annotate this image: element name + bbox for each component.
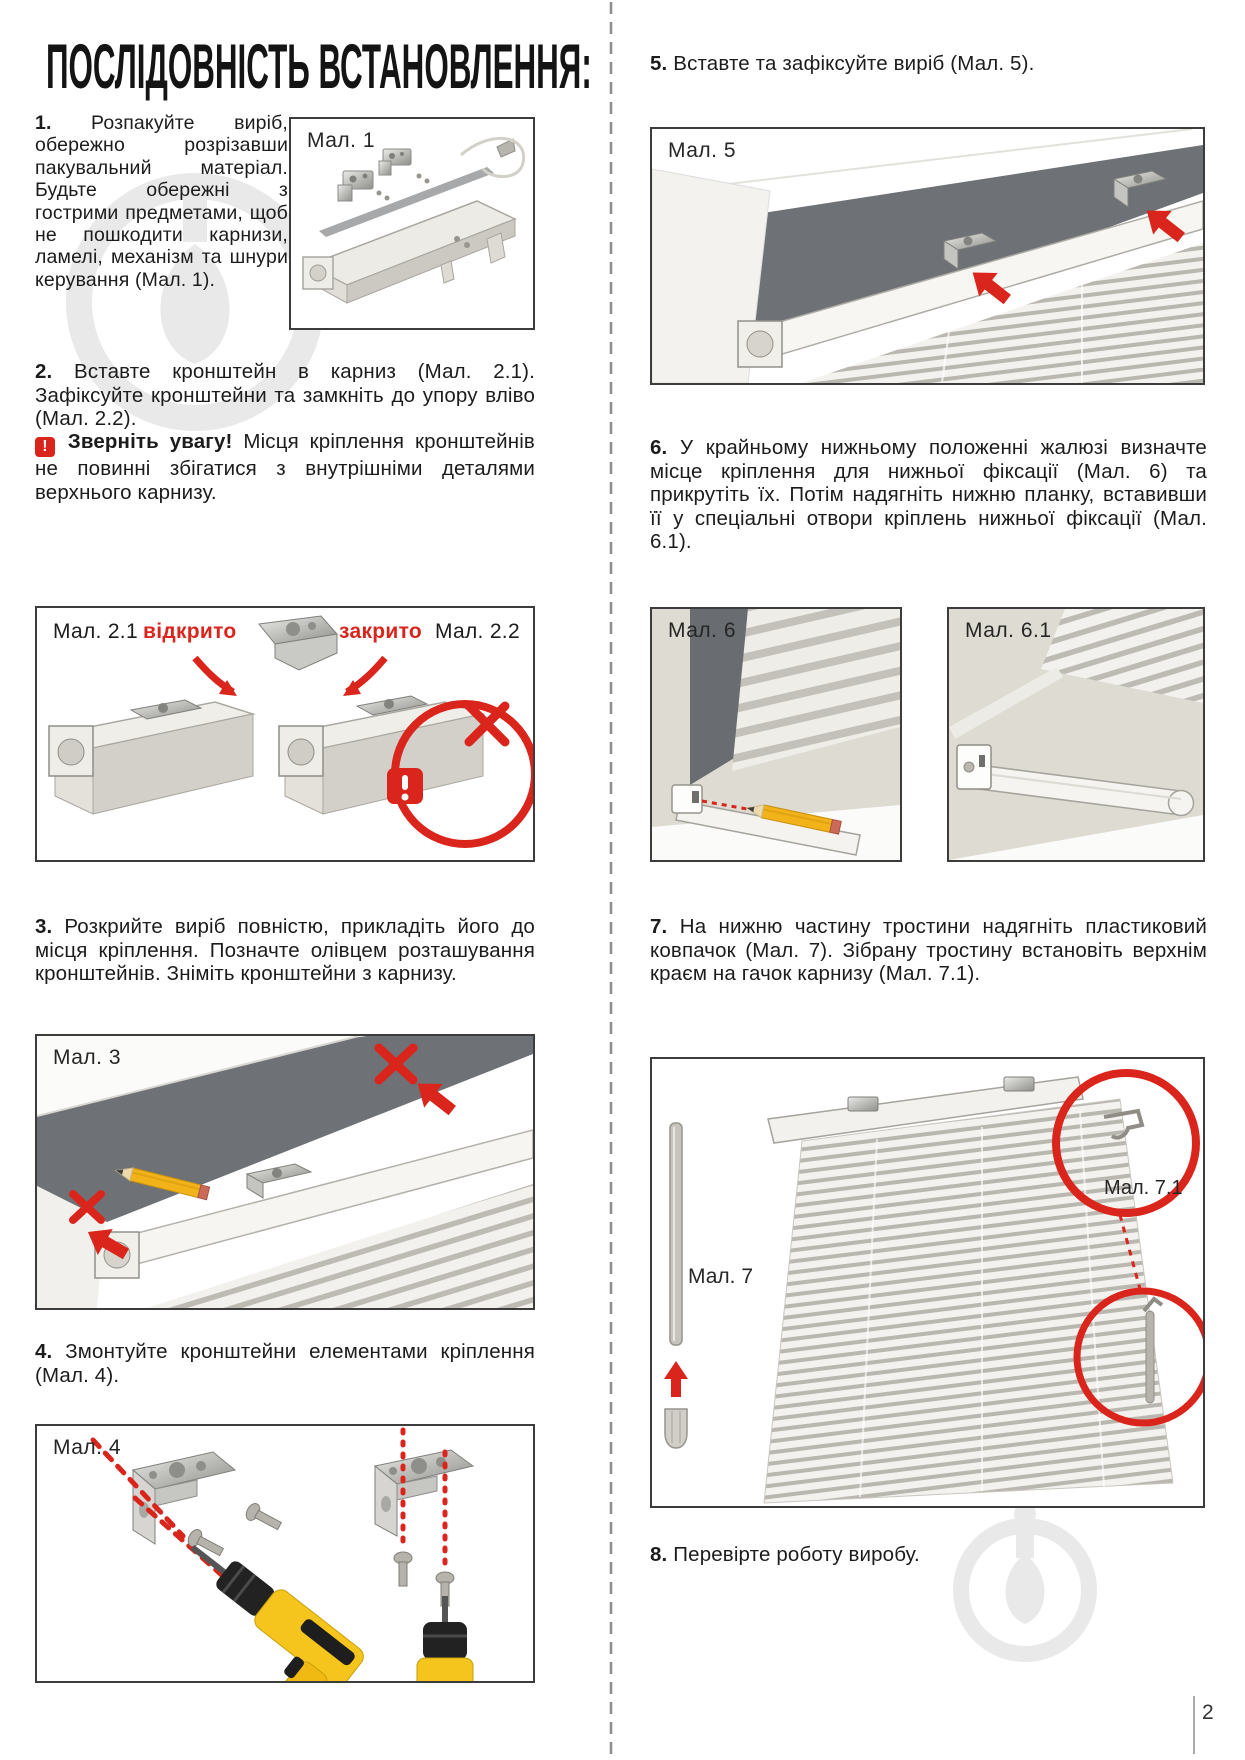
bottom-clip-icon bbox=[672, 785, 702, 813]
step-body: Перевірте роботу виробу. bbox=[673, 1543, 920, 1566]
cap-icon bbox=[665, 1409, 687, 1448]
fig2-bracket-lock-illustration bbox=[37, 608, 533, 860]
wand-icon bbox=[670, 1123, 682, 1345]
warning-body: Місця кріплення кронштейнів не повинні збігатися з внутрішніми деталями верхнього карнизу. bbox=[35, 430, 535, 504]
figure-label: Мал. 1 bbox=[307, 129, 376, 152]
warning-label: Зверніть увагу! bbox=[67, 430, 233, 453]
figure-2 bbox=[35, 606, 535, 862]
bottom-clip-icon bbox=[957, 745, 991, 789]
figure-4 bbox=[35, 1424, 535, 1683]
page-number-rule bbox=[1193, 1696, 1195, 1754]
open-annotation: відкрито bbox=[143, 620, 237, 643]
step-number: 7. bbox=[650, 915, 668, 938]
step-number: 5. bbox=[650, 52, 668, 75]
figure-6-1 bbox=[947, 607, 1205, 862]
wand-icon bbox=[1146, 1311, 1154, 1403]
figure-label: Мал. 7 bbox=[688, 1265, 754, 1288]
figure-label: Мал. 4 bbox=[53, 1436, 122, 1459]
figure-3 bbox=[35, 1034, 535, 1310]
figure-5 bbox=[650, 127, 1205, 385]
step-number: 6. bbox=[650, 436, 668, 459]
figure-1 bbox=[289, 117, 535, 330]
step-number: 8. bbox=[650, 1543, 668, 1566]
step-body: Вставте та зафіксуйте виріб (Мал. 5). bbox=[673, 52, 1035, 75]
step-1-text bbox=[35, 112, 288, 291]
figure-7 bbox=[650, 1057, 1205, 1508]
red-up-arrow-icon bbox=[664, 1361, 688, 1397]
rail-open-illustration bbox=[49, 700, 253, 814]
step-5-text bbox=[650, 52, 1207, 76]
figure-label: Мал. 2.2 bbox=[435, 620, 520, 643]
step-8-text bbox=[650, 1543, 1207, 1567]
figure-label: Мал. 6 bbox=[668, 619, 737, 642]
step-body: Розпакуйте виріб, обережно розрізавши пакувальний матеріал. Будьте обережні з гострими предметами, щоб не пошкодити карнизи, ламелі, механізм та шнури керування (Мал. 1). bbox=[35, 112, 288, 291]
fig6-bottom-fix-illustration bbox=[652, 609, 900, 860]
bracket-icon bbox=[338, 149, 411, 201]
step-2-text bbox=[35, 360, 535, 431]
drill-icon bbox=[141, 1529, 367, 1681]
page-number: 2 bbox=[1202, 1701, 1214, 1724]
figure-label: Мал. 5 bbox=[668, 139, 737, 162]
step-6-text bbox=[650, 436, 1207, 554]
figure-label: Мал. 6.1 bbox=[965, 619, 1052, 642]
fig3-marking-illustration bbox=[37, 1036, 533, 1308]
step-3-text bbox=[35, 915, 535, 986]
step-body: У крайньому нижньому положенні жалюзі визначте місце кріплення для нижньої фіксації (Мал. 6) та прикрутіть їх. Потім надягніть нижню планку, вставивши її у спеціальні отвори кріплень нижньої фіксації (Мал. 6.1). bbox=[650, 436, 1207, 554]
figure-label: Мал. 2.1 bbox=[53, 620, 138, 643]
step-body: Розкрийте виріб повністю, прикладіть його до місця кріплення. Позначте олівцем розташування кронштейнів. Зніміть кронштейни з карнизу. bbox=[35, 915, 535, 986]
step-4-text bbox=[35, 1340, 535, 1387]
fig4-drilling-illustration bbox=[37, 1426, 533, 1681]
warning-text bbox=[35, 430, 535, 504]
step-body: Вставте кронштейн в карниз (Мал. 2.1). Зафіксуйте кронштейни та замкніть до упору вліво (Мал. 2.2). bbox=[35, 360, 535, 431]
step-number: 4. bbox=[35, 1340, 53, 1363]
watermark-logo bbox=[938, 1498, 1112, 1672]
step-body: Змонтуйте кронштейни елементами кріплення (Мал. 4). bbox=[35, 1340, 535, 1387]
alert-badge-icon bbox=[387, 768, 423, 804]
red-dotted-line bbox=[403, 1430, 445, 1566]
figure-6 bbox=[650, 607, 902, 862]
step-number: 2. bbox=[35, 360, 53, 383]
figure-label: Мал. 3 bbox=[53, 1046, 122, 1069]
step-number: 1. bbox=[35, 112, 52, 134]
page-title-text: ПОСЛІДОВНІСТЬ ВСТАНОВЛЕННЯ: bbox=[46, 31, 592, 102]
step-number: 3. bbox=[35, 915, 53, 938]
bracket-icon bbox=[259, 616, 337, 670]
warning-icon: ! bbox=[35, 437, 55, 457]
closed-annotation: закрито bbox=[339, 620, 423, 643]
fig5-mounting-illustration bbox=[652, 129, 1203, 383]
column-divider bbox=[606, 0, 616, 1760]
fig6-1-bottom-rail-illustration bbox=[949, 609, 1203, 860]
step-7-text bbox=[650, 915, 1207, 986]
figure-label: Мал. 7.1 bbox=[1104, 1177, 1183, 1199]
rail-closed-illustration bbox=[279, 696, 483, 814]
step-body: На нижню частину тростини надягніть пластиковий ковпачок (Мал. 7). Зібрану тростину встановіть верхнім краєм на гачок карнизу (Мал. 7.1). bbox=[650, 915, 1207, 986]
bracket-icon bbox=[375, 1450, 473, 1536]
drill-icon bbox=[417, 1596, 473, 1681]
